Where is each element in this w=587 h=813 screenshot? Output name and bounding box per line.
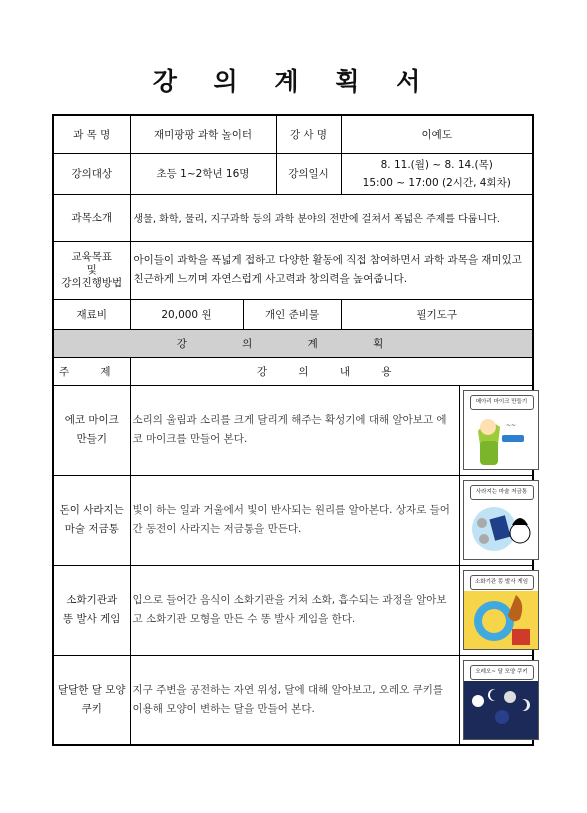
lesson-content: 지구 주변을 공전하는 자연 위성, 달에 대해 알아보고, 오레오 쿠키를 이용해 모양이 변하는 달을 만들어 본다. bbox=[130, 655, 459, 745]
schedule-dates: 8. 11.(월) ~ 8. 14.(목) bbox=[380, 158, 493, 171]
child-with-mic-icon bbox=[464, 391, 538, 469]
lesson-content: 소리의 울림과 소리를 크게 달리게 해주는 확성기에 대해 알아보고 에코 마이크를 만들어 본다. bbox=[130, 385, 459, 475]
intro-label: 과목소개 bbox=[53, 194, 130, 241]
intro-value: 생물, 화학, 물리, 지구과학 등의 과학 분야의 전반에 걸쳐서 폭넓은 주제를 다룹니다. bbox=[130, 194, 533, 241]
goals-label bbox=[53, 241, 130, 299]
lesson-topic-line2: 쿠키 bbox=[81, 702, 102, 715]
lesson-illustration bbox=[459, 565, 533, 655]
lesson-topic bbox=[53, 475, 130, 565]
lesson-illustration bbox=[459, 655, 533, 745]
goals-label-line2: 및 bbox=[86, 263, 97, 276]
lesson-topic-line1: 달달한 달 모양 bbox=[57, 683, 126, 696]
moon-cookie-illustration bbox=[463, 660, 539, 740]
plan-header: 강 의 계 획 bbox=[53, 329, 533, 357]
lesson-illustration bbox=[459, 385, 533, 475]
digestion-icon bbox=[464, 571, 538, 649]
schedule-label: 강의일시 bbox=[276, 153, 341, 194]
lesson-topic bbox=[53, 385, 130, 475]
content-header: 강 의 내 용 bbox=[130, 357, 533, 385]
instructor-value: 이예도 bbox=[341, 115, 533, 153]
lesson-topic-line2: 똥 발사 게임 bbox=[63, 613, 121, 625]
page-title: 강 의 계 획 서 bbox=[152, 67, 435, 96]
illustration-caption: 오레오~ 달 모양 쿠키 bbox=[470, 665, 534, 680]
subject-value: 재미팡팡 과학 놀이터 bbox=[130, 115, 276, 153]
materials-fee-value: 20,000 원 bbox=[130, 299, 243, 329]
digestion-game-illustration bbox=[463, 570, 539, 650]
personal-prep-value: 필기도구 bbox=[341, 299, 533, 329]
lesson-topic-line2: 마술 저금통 bbox=[64, 523, 119, 535]
goals-label-line3: 강의진행방법 bbox=[61, 276, 123, 289]
schedule-value bbox=[341, 153, 533, 194]
subject-label: 과 목 명 bbox=[53, 115, 130, 153]
coin-box-icon bbox=[464, 481, 538, 559]
magic-bank-illustration bbox=[463, 480, 539, 560]
goals-label-line1: 교육목표 bbox=[71, 250, 113, 263]
illustration-caption: 소화기관 똥 발사 게임 bbox=[470, 575, 534, 590]
lesson-topic-line1: 소화기관과 bbox=[66, 594, 118, 606]
lesson-content: 빛이 하는 일과 거울에서 빛이 반사되는 원리를 알아본다. 상자로 들어간 동전이 사라지는 저금통을 만든다. bbox=[130, 475, 459, 565]
goals-value: 아이들이 과학을 폭넓게 접하고 다양한 활동에 직접 참여하면서 과학 과목을 재미있고 친근하게 느끼며 자연스럽게 사고력과 창의력을 높여줍니다. bbox=[130, 241, 533, 299]
lesson-content: 입으로 들어간 음식이 소화기관을 거쳐 소화, 흡수되는 과정을 알아보고 소화기관 모형을 만든 수 똥 발사 게임을 한다. bbox=[130, 565, 459, 655]
schedule-times: 15:00 ~ 17:00 (2시간, 4회차) bbox=[362, 176, 511, 189]
svg-text:~~: ~~ bbox=[505, 422, 516, 429]
lecture-plan-table bbox=[52, 114, 534, 746]
lesson-illustration bbox=[459, 475, 533, 565]
echo-mic-illustration bbox=[463, 390, 539, 470]
materials-fee-label: 재료비 bbox=[53, 299, 130, 329]
personal-prep-label: 개인 준비물 bbox=[243, 299, 341, 329]
moon-phases-icon bbox=[464, 661, 538, 739]
topic-header: 주 제 bbox=[53, 357, 130, 385]
illustration-caption: 사라지는 마술 저금통 bbox=[470, 485, 534, 500]
lesson-topic bbox=[53, 565, 130, 655]
instructor-label: 강 사 명 bbox=[276, 115, 341, 153]
lesson-topic-line1: 돈이 사라지는 bbox=[59, 504, 124, 516]
target-value: 초등 1~2학년 16명 bbox=[130, 153, 276, 194]
target-label: 강의대상 bbox=[53, 153, 130, 194]
lesson-topic-line1: 에코 마이크 bbox=[64, 414, 119, 426]
lesson-topic-line2: 만들기 bbox=[76, 433, 107, 445]
lesson-topic bbox=[53, 655, 130, 745]
illustration-caption: 메아리 마이크 만들기 bbox=[470, 395, 534, 410]
